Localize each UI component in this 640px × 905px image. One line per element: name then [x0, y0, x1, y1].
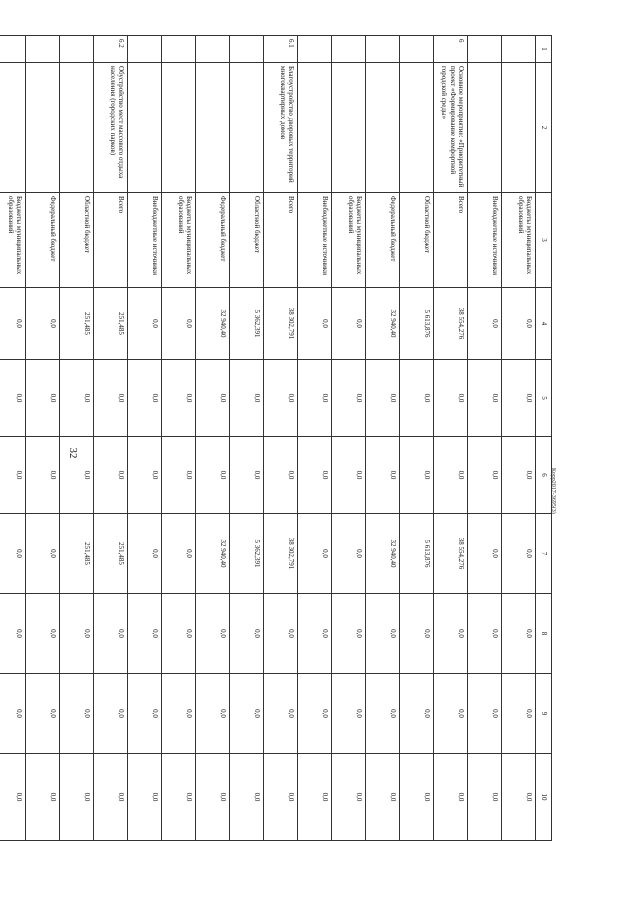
table-row [60, 36, 94, 841]
value-cell: 0,0 [264, 360, 298, 437]
value-cell: 0,0 [162, 437, 196, 514]
funding-source-cell: Всего [94, 193, 128, 288]
column-header: 9 [536, 674, 552, 754]
value-cell: 0,0 [332, 360, 366, 437]
value-cell: 0,0 [128, 754, 162, 841]
value-cell: 38 302,791 [264, 514, 298, 594]
funding-source-cell: Внебюджетные источники [128, 193, 162, 288]
value-cell: 0,0 [0, 437, 26, 514]
value-cell: 0,0 [0, 754, 26, 841]
column-header: 5 [536, 360, 552, 437]
activity-name-cell [128, 63, 162, 193]
value-cell: 0,0 [26, 754, 60, 841]
value-cell: 0,0 [230, 754, 264, 841]
value-cell: 0,0 [502, 594, 536, 674]
value-cell: 0,0 [26, 288, 60, 360]
value-cell: 0,0 [196, 437, 230, 514]
value-cell: 0,0 [128, 288, 162, 360]
value-cell: 0,0 [94, 594, 128, 674]
activity-name-cell: Благоустройство дворовых территорий многоквартирных домов [264, 63, 298, 193]
value-cell: 251,485 [60, 514, 94, 594]
funding-source-cell: Внебюджетные источники [298, 193, 332, 288]
value-cell: 0,0 [298, 674, 332, 754]
value-cell: 0,0 [468, 514, 502, 594]
value-cell: 0,0 [434, 674, 468, 754]
table-row [502, 36, 536, 841]
value-cell: 5 613,876 [400, 288, 434, 360]
table-header-row [536, 36, 552, 841]
value-cell: 0,0 [162, 360, 196, 437]
value-cell: 32 940,40 [366, 288, 400, 360]
funding-source-cell: Всего [434, 193, 468, 288]
value-cell: 0,0 [502, 360, 536, 437]
value-cell: 0,0 [60, 754, 94, 841]
table-row [128, 36, 162, 841]
value-cell: 0,0 [196, 754, 230, 841]
row-number-cell [26, 36, 60, 63]
value-cell: 0,0 [264, 594, 298, 674]
table-row [298, 36, 332, 841]
value-cell: 0,0 [26, 360, 60, 437]
table-body [0, 36, 552, 841]
value-cell: 251,485 [60, 288, 94, 360]
column-header: 4 [536, 288, 552, 360]
value-cell: 0,0 [196, 594, 230, 674]
document-code: Корр2017-3695(3) [550, 468, 556, 514]
rotated-table-container [6, 35, 552, 840]
value-cell: 0,0 [264, 674, 298, 754]
activity-name-cell [230, 63, 264, 193]
value-cell: 0,0 [230, 360, 264, 437]
value-cell: 0,0 [434, 594, 468, 674]
value-cell: 0,0 [332, 437, 366, 514]
value-cell: 0,0 [26, 514, 60, 594]
value-cell: 0,0 [196, 674, 230, 754]
value-cell: 0,0 [128, 674, 162, 754]
value-cell: 0,0 [400, 360, 434, 437]
table-row [468, 36, 502, 841]
value-cell: 0,0 [298, 594, 332, 674]
value-cell: 0,0 [332, 288, 366, 360]
value-cell: 0,0 [94, 437, 128, 514]
activity-name-cell [298, 63, 332, 193]
row-number-cell [230, 36, 264, 63]
table-row [230, 36, 264, 841]
value-cell: 0,0 [366, 674, 400, 754]
table-row [0, 36, 26, 841]
value-cell: 32 940,40 [196, 288, 230, 360]
value-cell: 0,0 [502, 674, 536, 754]
value-cell: 38 554,276 [434, 288, 468, 360]
row-number-cell [468, 36, 502, 63]
value-cell: 0,0 [94, 674, 128, 754]
value-cell: 0,0 [162, 594, 196, 674]
value-cell: 0,0 [366, 437, 400, 514]
value-cell: 0,0 [502, 514, 536, 594]
activity-name-cell [468, 63, 502, 193]
activity-name-cell [366, 63, 400, 193]
value-cell: 0,0 [128, 514, 162, 594]
value-cell: 0,0 [298, 288, 332, 360]
value-cell: 5 362,391 [230, 514, 264, 594]
value-cell: 0,0 [332, 754, 366, 841]
funding-source-cell: Бюджеты муниципальных образований [162, 193, 196, 288]
value-cell: 251,485 [94, 514, 128, 594]
value-cell: 0,0 [60, 594, 94, 674]
row-number-cell [366, 36, 400, 63]
value-cell: 0,0 [26, 437, 60, 514]
value-cell: 0,0 [400, 437, 434, 514]
row-number-cell [332, 36, 366, 63]
value-cell: 0,0 [298, 360, 332, 437]
value-cell: 0,0 [128, 437, 162, 514]
row-number-cell: 6 [434, 36, 468, 63]
row-number-cell [400, 36, 434, 63]
activity-name-cell [332, 63, 366, 193]
activity-name-cell [0, 63, 26, 193]
value-cell: 0,0 [400, 674, 434, 754]
table-row [94, 36, 128, 841]
value-cell: 0,0 [502, 437, 536, 514]
value-cell: 0,0 [26, 674, 60, 754]
value-cell: 0,0 [196, 360, 230, 437]
value-cell: 5 362,391 [230, 288, 264, 360]
table-row [26, 36, 60, 841]
row-number-cell: 6.2 [94, 36, 128, 63]
value-cell: 38 554,276 [434, 514, 468, 594]
activity-name-cell: Основное мероприятие: «Приоритетный проект «Формирование комфортной городской среды» [434, 63, 468, 193]
value-cell: 0,0 [468, 754, 502, 841]
activity-name-cell [60, 63, 94, 193]
value-cell: 0,0 [162, 754, 196, 841]
value-cell: 0,0 [0, 674, 26, 754]
row-number-cell [0, 36, 26, 63]
column-header: 6 [536, 437, 552, 514]
value-cell: 0,0 [468, 288, 502, 360]
value-cell: 0,0 [434, 437, 468, 514]
column-header: 10 [536, 754, 552, 841]
row-number-cell [298, 36, 332, 63]
column-header: 2 [536, 63, 552, 193]
value-cell: 0,0 [332, 594, 366, 674]
funding-source-cell: Федеральный бюджет [26, 193, 60, 288]
page-number: 32 [67, 447, 79, 459]
row-number-cell [60, 36, 94, 63]
table-row [162, 36, 196, 841]
value-cell: 0,0 [26, 594, 60, 674]
value-cell: 38 302,791 [264, 288, 298, 360]
value-cell: 0,0 [60, 674, 94, 754]
value-cell: 0,0 [94, 360, 128, 437]
funding-source-cell: Областной бюджет [230, 193, 264, 288]
value-cell: 0,0 [0, 288, 26, 360]
value-cell: 0,0 [400, 754, 434, 841]
value-cell: 0,0 [264, 754, 298, 841]
funding-source-cell: Бюджеты муниципальных образований [332, 193, 366, 288]
value-cell: 0,0 [366, 594, 400, 674]
value-cell: 0,0 [332, 674, 366, 754]
value-cell: 0,0 [400, 594, 434, 674]
table-row [264, 36, 298, 841]
row-number-cell: 6.1 [264, 36, 298, 63]
funding-source-cell: Областной бюджет [400, 193, 434, 288]
value-cell: 0,0 [230, 437, 264, 514]
funding-source-cell: Всего [264, 193, 298, 288]
funding-source-cell: Внебюджетные источники [468, 193, 502, 288]
value-cell: 0,0 [0, 360, 26, 437]
value-cell: 0,0 [162, 514, 196, 594]
value-cell: 0,0 [128, 594, 162, 674]
value-cell: 0,0 [162, 674, 196, 754]
row-number-cell [502, 36, 536, 63]
activity-name-cell: Обустройство мест массового отдыха населения (городских парков) [94, 63, 128, 193]
row-number-cell [196, 36, 230, 63]
budget-table [0, 35, 552, 841]
table-row [434, 36, 468, 841]
value-cell: 0,0 [468, 360, 502, 437]
funding-source-cell: Бюджеты муниципальных образований [0, 193, 26, 288]
table-row [400, 36, 434, 841]
activity-name-cell [502, 63, 536, 193]
activity-name-cell [196, 63, 230, 193]
table-row [196, 36, 230, 841]
activity-name-cell [400, 63, 434, 193]
table-row [366, 36, 400, 841]
value-cell: 0,0 [0, 514, 26, 594]
value-cell: 32 940,40 [196, 514, 230, 594]
value-cell: 0,0 [366, 754, 400, 841]
value-cell: 32 940,40 [366, 514, 400, 594]
value-cell: 0,0 [94, 754, 128, 841]
funding-source-cell: Бюджеты муниципальных образований [502, 193, 536, 288]
activity-name-cell [26, 63, 60, 193]
row-number-cell [128, 36, 162, 63]
value-cell: 0,0 [502, 288, 536, 360]
column-header: 3 [536, 193, 552, 288]
column-header: 8 [536, 594, 552, 674]
value-cell: 0,0 [298, 514, 332, 594]
row-number-cell [162, 36, 196, 63]
value-cell: 0,0 [332, 514, 366, 594]
value-cell: 0,0 [468, 674, 502, 754]
column-header: 1 [536, 36, 552, 63]
value-cell: 0,0 [468, 437, 502, 514]
value-cell: 0,0 [468, 594, 502, 674]
value-cell: 0,0 [0, 594, 26, 674]
value-cell: 0,0 [298, 754, 332, 841]
value-cell: 5 613,876 [400, 514, 434, 594]
table-row [332, 36, 366, 841]
value-cell: 0,0 [128, 360, 162, 437]
value-cell: 0,0 [230, 674, 264, 754]
activity-name-cell [162, 63, 196, 193]
value-cell: 0,0 [366, 360, 400, 437]
value-cell: 0,0 [298, 437, 332, 514]
value-cell: 0,0 [434, 360, 468, 437]
value-cell: 0,0 [502, 754, 536, 841]
value-cell: 0,0 [264, 437, 298, 514]
value-cell: 0,0 [60, 360, 94, 437]
value-cell: 0,0 [230, 594, 264, 674]
funding-source-cell: Федеральный бюджет [366, 193, 400, 288]
value-cell: 0,0 [162, 288, 196, 360]
column-header: 7 [536, 514, 552, 594]
value-cell: 251,485 [94, 288, 128, 360]
funding-source-cell: Федеральный бюджет [196, 193, 230, 288]
funding-source-cell: Областной бюджет [60, 193, 94, 288]
value-cell: 0,0 [60, 437, 94, 514]
value-cell: 0,0 [434, 754, 468, 841]
